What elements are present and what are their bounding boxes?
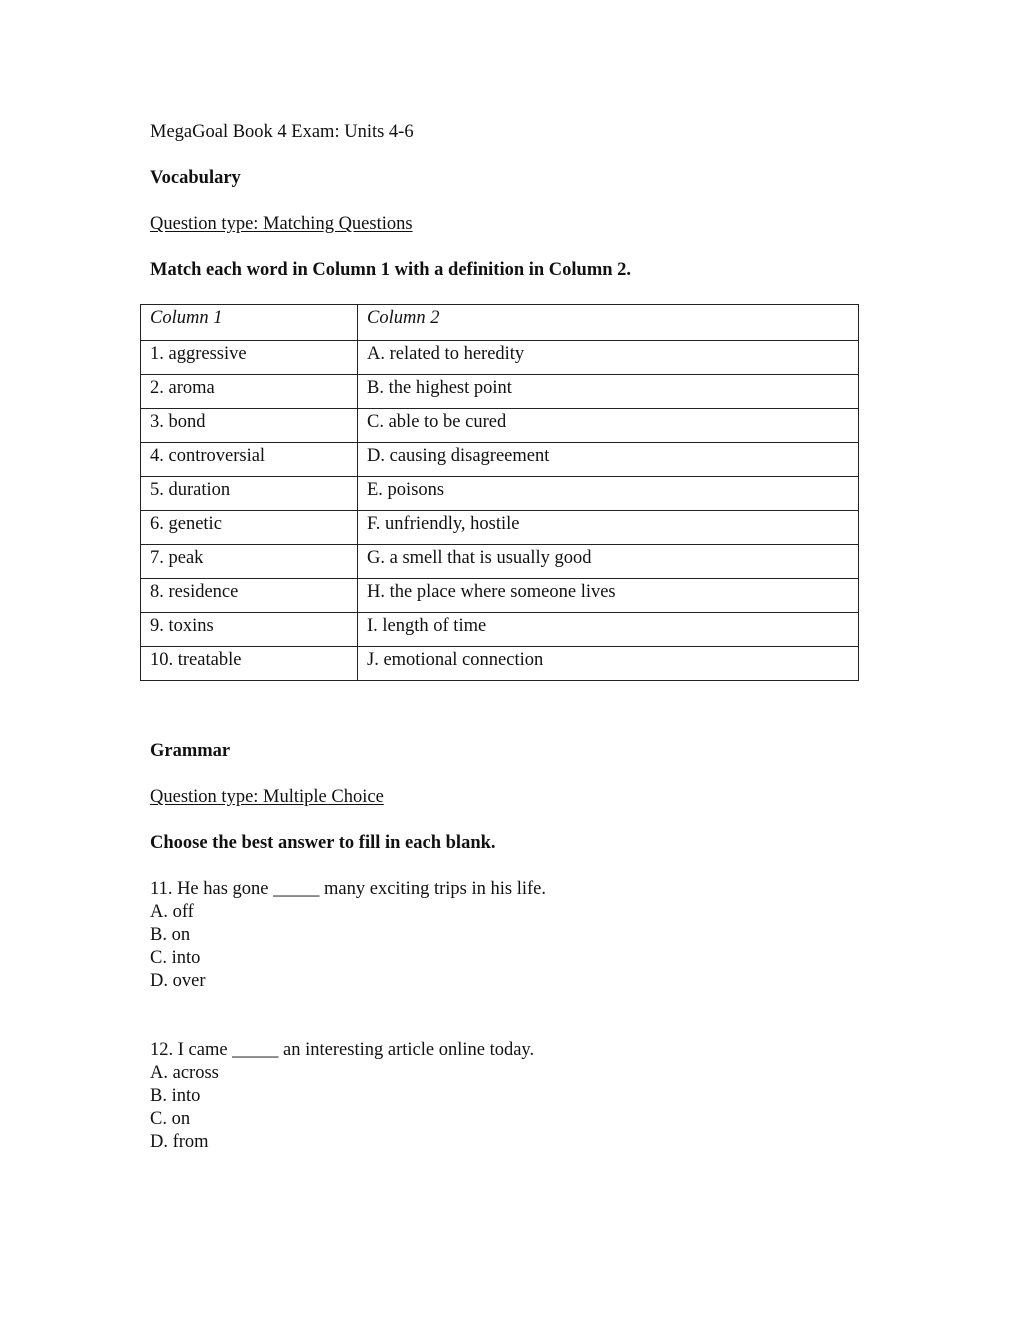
answer-option: D. from [150,1132,209,1152]
word-cell: 9. toxins [141,613,358,647]
table-row [141,443,859,477]
question-prompt: 12. I came _____ an interesting article online today. [150,1040,535,1060]
table-row [141,511,859,545]
word-cell: 10. treatable [141,647,358,681]
definition-cell: C. able to be cured [358,409,859,443]
table-row [141,341,859,375]
vocabulary-question-type: Question type: Matching Questions [150,214,413,234]
matching-table [140,304,859,681]
definition-cell: A. related to heredity [358,341,859,375]
table-row [141,647,859,681]
answer-option: A. across [150,1063,219,1083]
definition-cell: J. emotional connection [358,647,859,681]
answer-option: C. into [150,948,201,968]
word-cell: 1. aggressive [141,341,358,375]
word-cell: 5. duration [141,477,358,511]
table-row [141,545,859,579]
definition-cell: B. the highest point [358,375,859,409]
definition-cell: H. the place where someone lives [358,579,859,613]
definition-cell: E. poisons [358,477,859,511]
table-row [141,409,859,443]
word-cell: 3. bond [141,409,358,443]
exam-title: MegaGoal Book 4 Exam: Units 4-6 [150,122,414,142]
vocabulary-instruction: Match each word in Column 1 with a definition in Column 2. [150,260,632,280]
table-row [141,579,859,613]
question-11 [150,878,546,993]
definition-cell: F. unfriendly, hostile [358,511,859,545]
answer-option: B. into [150,1086,201,1106]
table-row [141,375,859,409]
vocabulary-heading: Vocabulary [150,168,241,188]
grammar-instruction: Choose the best answer to fill in each blank. [150,833,496,853]
answer-option: C. on [150,1109,191,1129]
question-prompt: 11. He has gone _____ many exciting trips in his life. [150,879,546,899]
table-header-row [141,305,859,341]
grammar-heading: Grammar [150,741,231,761]
definition-cell: I. length of time [358,613,859,647]
grammar-question-type: Question type: Multiple Choice [150,787,384,807]
definition-cell: D. causing disagreement [358,443,859,477]
word-cell: 2. aroma [141,375,358,409]
answer-option: B. on [150,925,191,945]
word-cell: 4. controversial [141,443,358,477]
table-row [141,477,859,511]
question-12 [150,1039,534,1154]
column-1-header: Column 1 [141,305,358,341]
word-cell: 7. peak [141,545,358,579]
definition-cell: G. a smell that is usually good [358,545,859,579]
column-2-header: Column 2 [358,305,859,341]
word-cell: 8. residence [141,579,358,613]
word-cell: 6. genetic [141,511,358,545]
answer-option: D. over [150,971,206,991]
answer-option: A. off [150,902,194,922]
table-row [141,613,859,647]
